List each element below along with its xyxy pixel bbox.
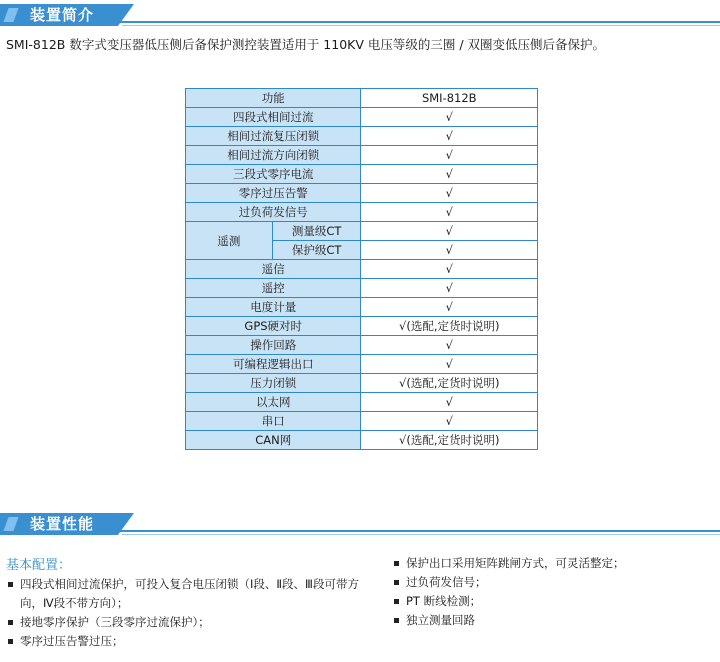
function-value: √ xyxy=(361,222,538,241)
function-label: 遥控 xyxy=(186,279,361,298)
section-header-performance xyxy=(0,511,720,537)
table-row xyxy=(186,260,538,279)
function-label: 相间过流方向闭锁 xyxy=(186,146,361,165)
function-value: √ xyxy=(361,184,538,203)
bullet-icon xyxy=(394,580,399,585)
function-label: 相间过流复压闭锁 xyxy=(186,127,361,146)
table-row xyxy=(186,89,538,108)
function-label: 串口 xyxy=(186,412,361,431)
bullet-icon xyxy=(394,618,399,623)
list-item: PT 断线检测； xyxy=(392,592,712,611)
section-title: 装置简介 xyxy=(30,6,95,24)
telemetry-sub-label: 保护级CT xyxy=(272,241,361,260)
function-value: √ xyxy=(361,127,538,146)
function-label: CAN网 xyxy=(186,431,361,450)
divider xyxy=(122,534,720,535)
section-title: 装置性能 xyxy=(30,515,95,533)
list-item: 独立测量回路 xyxy=(392,611,712,630)
table-row xyxy=(186,298,538,317)
bullet-icon xyxy=(8,620,13,625)
function-value: SMI-812B xyxy=(361,89,538,108)
function-label: 以太网 xyxy=(186,393,361,412)
table-row xyxy=(186,431,538,450)
config-list-right xyxy=(392,554,712,630)
function-label: 功能 xyxy=(186,89,361,108)
function-label: 过负荷发信号 xyxy=(186,203,361,222)
function-table xyxy=(185,88,538,450)
function-label: 零序过压告警 xyxy=(186,184,361,203)
telemetry-label: 遥测 xyxy=(186,222,273,260)
table-row xyxy=(186,222,538,241)
divider xyxy=(122,25,720,26)
function-label: GPS硬对时 xyxy=(186,317,361,336)
table-row xyxy=(186,317,538,336)
function-value: √ xyxy=(361,279,538,298)
function-value: √ xyxy=(361,412,538,431)
table-row xyxy=(186,127,538,146)
section-header-intro xyxy=(0,2,720,28)
function-value: √(选配,定货时说明) xyxy=(361,374,538,393)
list-item: 四段式相间过流保护，可投入复合电压闭锁（Ⅰ段、Ⅱ段、Ⅲ段可带方向，Ⅳ段不带方向）； xyxy=(6,575,376,613)
list-item: 过负荷发信号； xyxy=(392,573,712,592)
bullet-icon xyxy=(394,561,399,566)
function-value: √ xyxy=(361,165,538,184)
table-row xyxy=(186,355,538,374)
function-value: √ xyxy=(361,336,538,355)
function-label: 操作回路 xyxy=(186,336,361,355)
table-row xyxy=(186,203,538,222)
function-label: 三段式零序电流 xyxy=(186,165,361,184)
table-row xyxy=(186,184,538,203)
function-value: √ xyxy=(361,108,538,127)
function-value: √ xyxy=(361,298,538,317)
basic-config-subtitle: 基本配置： xyxy=(6,558,72,573)
bullet-icon xyxy=(8,639,13,644)
function-value: √ xyxy=(361,355,538,374)
config-list-left xyxy=(6,575,376,651)
function-label: 四段式相间过流 xyxy=(186,108,361,127)
function-label: 电度计量 xyxy=(186,298,361,317)
function-value: √ xyxy=(361,241,538,260)
table-row xyxy=(186,146,538,165)
function-value: √(选配,定货时说明) xyxy=(361,431,538,450)
function-label: 遥信 xyxy=(186,260,361,279)
function-label: 可编程逻辑出口 xyxy=(186,355,361,374)
table-row xyxy=(186,412,538,431)
table-row xyxy=(186,108,538,127)
telemetry-sub-label: 测量级CT xyxy=(272,222,361,241)
function-value: √ xyxy=(361,393,538,412)
function-value: √ xyxy=(361,203,538,222)
list-item: 保护出口采用矩阵跳闸方式，可灵活整定； xyxy=(392,554,712,573)
intro-text: SMI-812B 数字式变压器低压侧后备保护测控装置适用于 110KV 电压等级的三圈 / 双圈变低压侧后备保护。 xyxy=(6,37,606,52)
divider xyxy=(118,530,720,532)
function-value: √ xyxy=(361,260,538,279)
bullet-icon xyxy=(394,599,399,604)
table-row xyxy=(186,279,538,298)
list-item: 零序过压告警过压； xyxy=(6,632,376,651)
table-row xyxy=(186,336,538,355)
list-item: 接地零序保护（三段零序过流保护）； xyxy=(6,613,376,632)
table-row xyxy=(186,374,538,393)
divider xyxy=(118,21,720,23)
bullet-icon xyxy=(8,582,13,587)
table-row xyxy=(186,393,538,412)
table-row xyxy=(186,165,538,184)
function-value: √(选配,定货时说明) xyxy=(361,317,538,336)
function-value: √ xyxy=(361,146,538,165)
function-label: 压力闭锁 xyxy=(186,374,361,393)
